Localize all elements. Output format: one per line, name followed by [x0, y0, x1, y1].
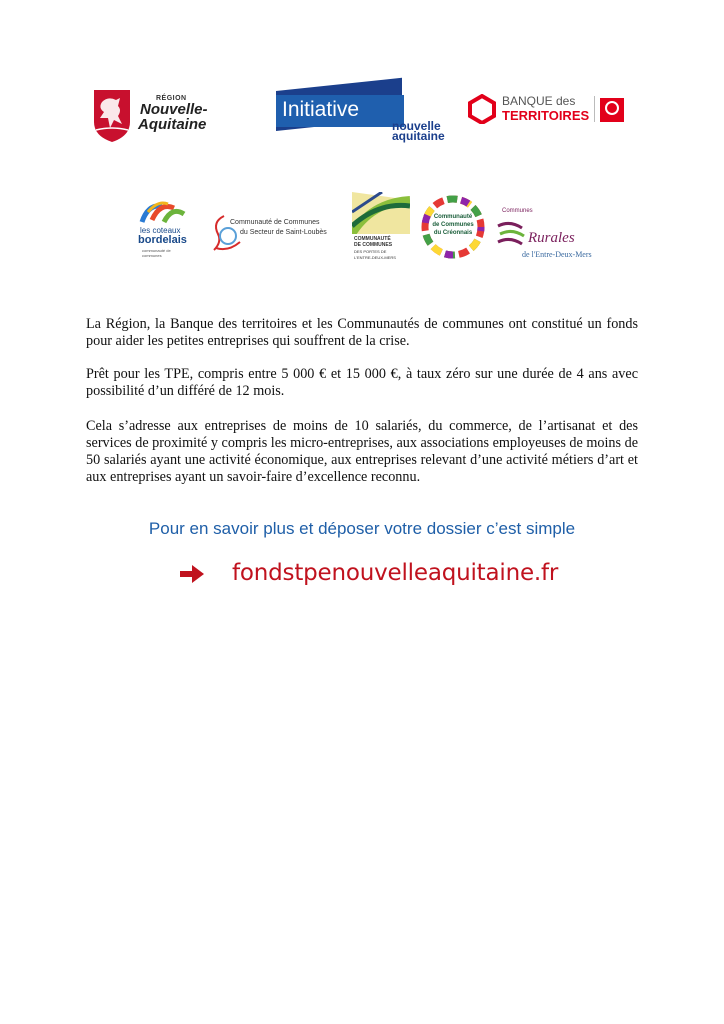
website-link[interactable]: fondstpenouvelleaquitaine.fr	[232, 560, 559, 586]
initiative-sub2: aquitaine	[392, 129, 445, 143]
landscape-icon	[352, 192, 410, 234]
caisse-depots-icon	[600, 98, 624, 122]
creonnais-line1: Communauté	[433, 214, 473, 220]
portes-line3: DES PORTES DE	[354, 249, 387, 254]
rurales-line3: de l'Entre-Deux-Mers	[522, 250, 592, 259]
saint-loubes-line2: du Secteur de Saint-Loubès	[240, 229, 327, 236]
saint-loubes-logo	[206, 212, 342, 254]
loan-paragraph: Prêt pour les TPE, compris entre 5 000 € et 15 000 €, à taux zéro sur une durée de 4 ans avec possibilité d’un différé de 12 mois.	[86, 366, 638, 399]
region-nouvelle-aquitaine-logo	[92, 88, 222, 148]
coteaux-line3: communauté de communes	[142, 248, 171, 258]
hexagon-icon	[468, 94, 496, 124]
saint-loubes-line1: Communauté de Communes	[230, 219, 320, 226]
banque-line2: TERRITOIRES	[502, 108, 590, 123]
banque-des-territoires-logo	[468, 92, 630, 128]
umbrella-icon	[138, 200, 188, 226]
lion-shield-icon	[92, 88, 132, 144]
portes-line1: COMMUNAUTÉ	[354, 236, 391, 242]
call-to-action: Pour en savoir plus et déposer votre dossier c’est simple	[148, 519, 576, 538]
arrow-right-icon	[178, 562, 206, 586]
creonnais-line2: de Communes	[432, 222, 474, 228]
region-label: RÉGION	[156, 95, 187, 102]
region-name-line1: Nouvelle-	[140, 101, 208, 118]
portes-line2: DE COMMUNES	[354, 242, 393, 248]
initiative-nouvelle-aquitaine-logo	[276, 91, 448, 145]
logo-divider	[594, 96, 595, 122]
portes-line4: L'ENTRE-DEUX-MERS	[354, 255, 396, 260]
eligibility-paragraph: Cela s’adresse aux entreprises de moins de 10 salariés, du commerce, de l’artisanat et des services de proximité y compris les micro-entreprises, aux associations employeuses de moins de 50 salariés ayant une activité économique, aux entreprises relevant d’une activité métiers d’art et aux entreprises ayant un savoir-faire d’excellence reconnu.	[86, 418, 638, 485]
coteaux-line1: les coteaux	[140, 226, 181, 235]
region-name-line2: Aquitaine	[138, 116, 207, 133]
coteaux-line2: bordelais	[138, 234, 187, 246]
creonnais-line3: du Créonnais	[433, 230, 473, 236]
communes-rurales-logo	[494, 206, 598, 262]
initiative-word: Initiative	[282, 98, 360, 121]
portes-entre-deux-mers-logo	[352, 192, 410, 262]
intro-paragraph: La Région, la Banque des territoires et les Communautés de communes ont constitué un fonds pour aider les petites entreprises qui souffrent de la crise.	[86, 316, 638, 349]
banque-line1: BANQUE des	[502, 94, 576, 108]
initiative-sub1: nouvelle	[392, 119, 441, 133]
creonnais-logo	[420, 194, 486, 260]
coteaux-bordelais-logo	[138, 200, 188, 256]
rurales-line2: Rurales	[528, 230, 575, 246]
rurales-line1: Communes	[502, 208, 533, 214]
